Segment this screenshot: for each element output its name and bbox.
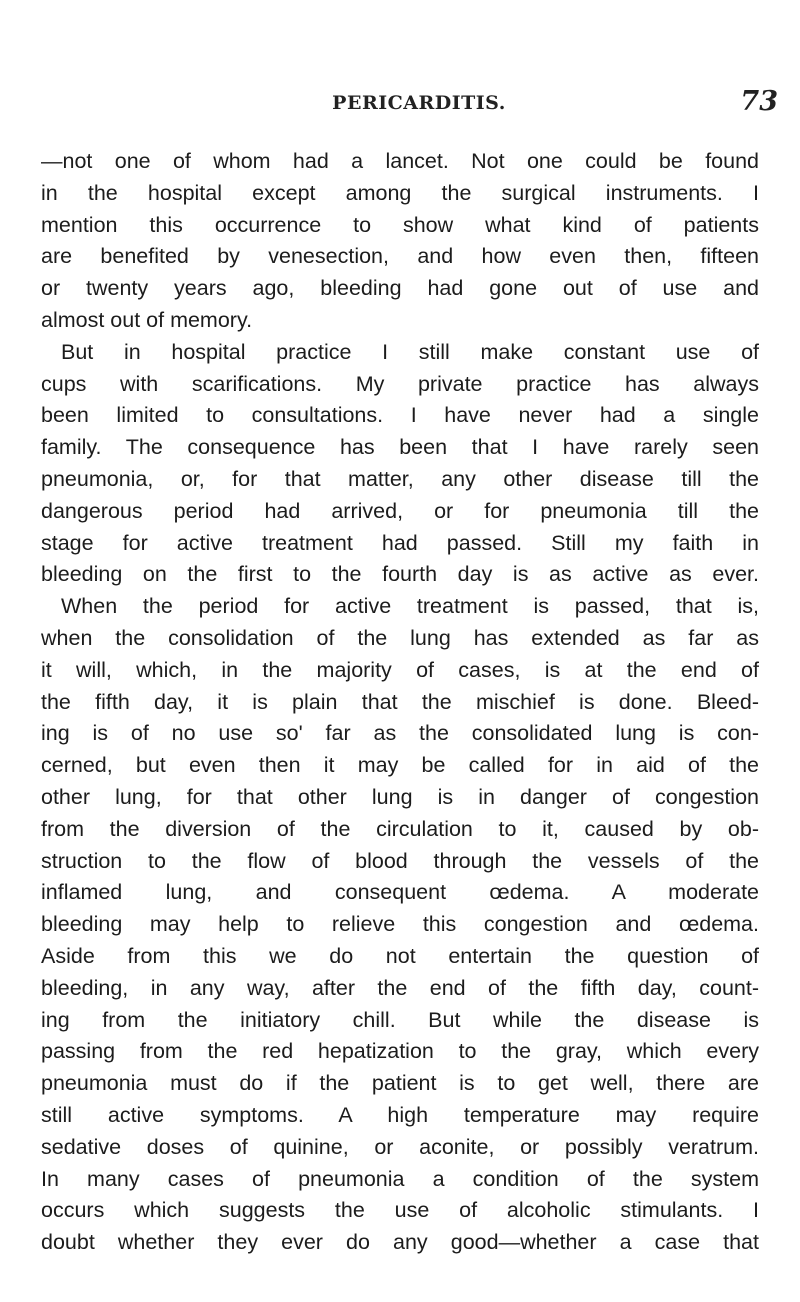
text-line: passing from the red hepatization to the gray, which every [41, 1039, 759, 1064]
text-line: dangerous period had arrived, or for pneumonia till the [41, 498, 759, 523]
text-line: ing is of no use so' far as the consolidated lung is con- [41, 721, 759, 746]
text-line: in the hospital except among the surgical instruments. I [41, 180, 759, 205]
text-line: it will, which, in the majority of cases, is at the end of [41, 657, 759, 682]
text-line: or twenty years ago, bleeding had gone out of use and [41, 276, 759, 301]
text-line: when the consolidation of the lung has extended as far as [41, 625, 759, 650]
running-title: PERICARDITIS. [332, 92, 506, 114]
text-line: ing from the initiatory chill. But while the disease is [41, 1007, 759, 1032]
text-line: mention this occurrence to show what kind of patients [41, 212, 759, 237]
running-head [40, 86, 778, 122]
text-line: from the diversion of the circulation to it, caused by ob- [41, 816, 759, 841]
text-line: stage for active treatment had passed. Still my faith in [41, 530, 759, 555]
text-line: sedative doses of quinine, or aconite, or possibly veratrum. [41, 1134, 759, 1159]
text-line: In many cases of pneumonia a condition of the system [41, 1166, 759, 1191]
text-line: been limited to consultations. I have never had a single [41, 403, 759, 428]
text-line: cups with scarifications. My private practice has always [41, 371, 759, 396]
text-line: —not one of whom had a lancet. Not one could be found [41, 149, 759, 173]
text-line: pneumonia must do if the patient is to get well, there are [41, 1071, 759, 1096]
text-line: almost out of memory. [41, 307, 253, 332]
text-line: bleeding may help to relieve this congestion and œdema. [41, 912, 759, 937]
text-line: bleeding on the first to the fourth day is as active as ever. [41, 562, 759, 587]
text-line: bleeding, in any way, after the end of the fifth day, count- [41, 975, 759, 1000]
text-line: But in hospital practice I still make constant use of [61, 339, 759, 364]
text-line: doubt whether they ever do any good—whether a case that [41, 1230, 759, 1255]
text-line: the fifth day, it is plain that the mischief is done. Bleed- [41, 689, 759, 714]
text-line: occurs which suggests the use of alcoholic stimulants. I [41, 1198, 759, 1223]
body-text [41, 146, 759, 1259]
text-line: struction to the flow of blood through the vessels of the [41, 848, 759, 873]
text-line: are benefited by venesection, and how even then, fifteen [41, 244, 759, 269]
text-line: inflamed lung, and consequent œdema. A moderate [41, 880, 759, 905]
text-line: Aside from this we do not entertain the question of [41, 943, 759, 968]
text-line: still active symptoms. A high temperature may require [41, 1102, 759, 1127]
text-line: other lung, for that other lung is in danger of congestion [41, 784, 759, 809]
text-line: When the period for active treatment is passed, that is, [61, 594, 759, 619]
text-line: family. The consequence has been that I have rarely seen [41, 435, 759, 460]
page-number: 73 [740, 86, 778, 117]
text-line: cerned, but even then it may be called for in aid of the [41, 753, 759, 778]
text-line: pneumonia, or, for that matter, any other disease till the [41, 466, 759, 491]
